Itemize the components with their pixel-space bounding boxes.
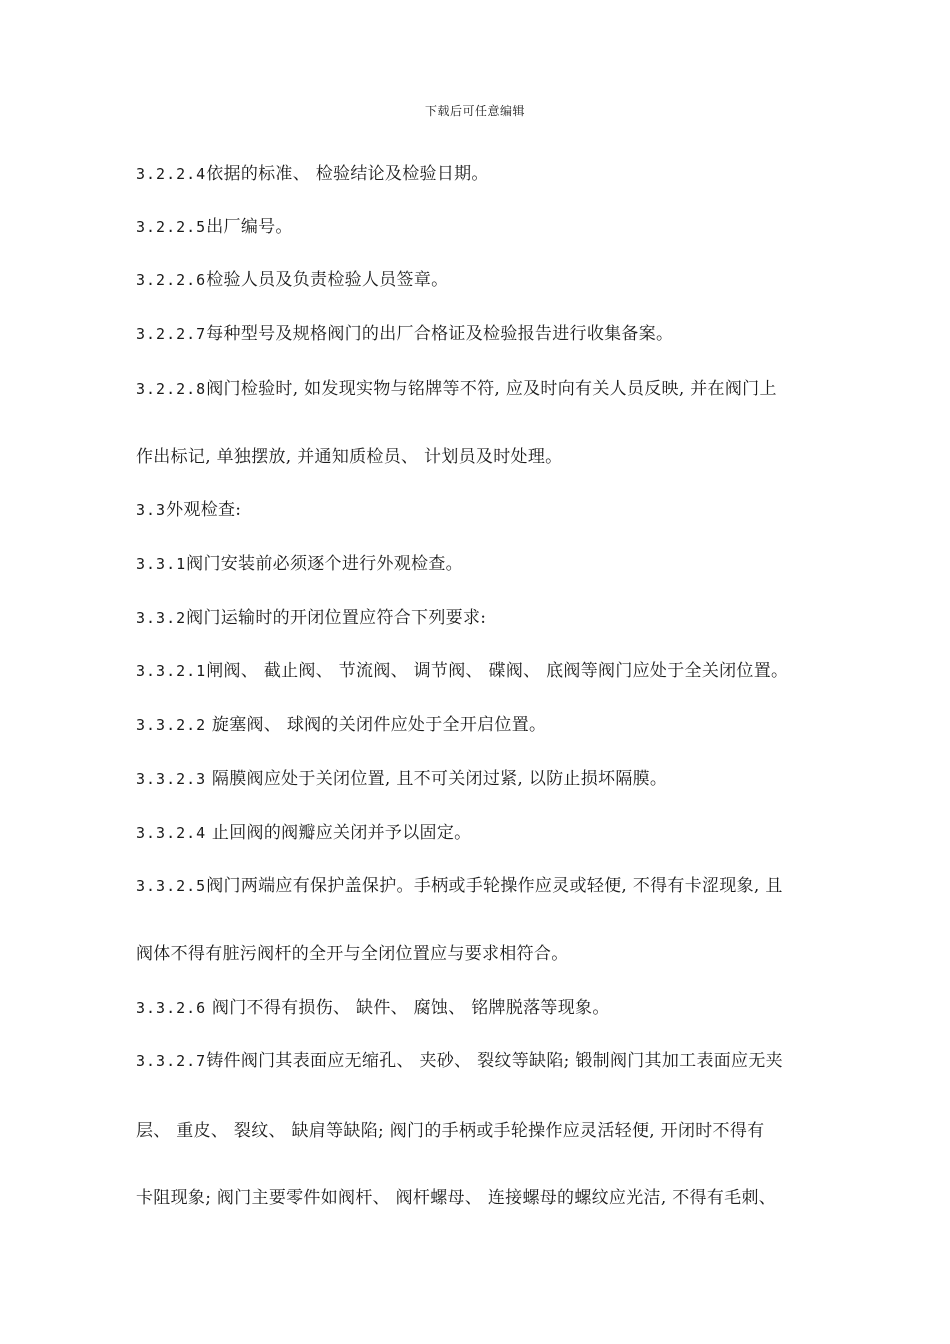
- paragraph-line: [136, 606, 876, 630]
- paragraph-line: [136, 322, 876, 346]
- paragraph-line: [136, 1049, 876, 1073]
- clause-number: 3.3.2.2: [136, 716, 207, 734]
- line-text: 铸件阀门其表面应无缩孔、 夹砂、 裂纹等缺陷; 锻制阀门其加工表面应无夹: [206, 1051, 783, 1071]
- section-heading: [136, 498, 876, 522]
- paragraph-line: [136, 162, 876, 186]
- line-text: 闸阀、 截止阀、 节流阀、 调节阀、 碟阀、 底阀等阀门应处于全关闭位置。: [206, 661, 789, 681]
- clause-number: 3.3.2.7: [136, 1052, 207, 1070]
- clause-number: 3.2.2.7: [136, 325, 207, 343]
- clause-number: 3.3.2.3: [136, 770, 207, 788]
- paragraph-line: [136, 552, 876, 576]
- line-text: 卡阻现象; 阀门主要零件如阀杆、 阀杆螺母、 连接螺母的螺纹应光洁, 不得有毛刺、: [136, 1188, 777, 1208]
- line-text: 隔膜阀应处于关闭位置, 且不可关闭过紧, 以防止损坏隔膜。: [206, 769, 668, 789]
- clause-number: 3.3.1: [136, 555, 187, 573]
- clause-number: 3.2.2.4: [136, 165, 207, 183]
- clause-number: 3.2.2.5: [136, 218, 207, 236]
- line-text: 阀门安装前必须逐个进行外观检查。: [186, 554, 463, 574]
- clause-number: 3.3.2.5: [136, 877, 207, 895]
- clause-number: 3.3: [136, 501, 167, 519]
- paragraph-line: [136, 821, 876, 845]
- line-text: 止回阀的阀瓣应关闭并予以固定。: [206, 823, 472, 843]
- line-text: 阀体不得有脏污阀杆的全开与全闭位置应与要求相符合。: [136, 944, 569, 964]
- paragraph-line: [136, 996, 876, 1020]
- line-text: 每种型号及规格阀门的出厂合格证及检验报告进行收集备案。: [206, 324, 674, 344]
- clause-number: 3.2.2.6: [136, 271, 207, 289]
- paragraph-line: [136, 874, 876, 898]
- paragraph-line-continuation: [136, 1186, 876, 1210]
- paragraph-line-continuation: [136, 445, 876, 469]
- line-text: 阀门不得有损伤、 缺件、 腐蚀、 铭牌脱落等现象。: [206, 998, 610, 1018]
- paragraph-line: [136, 659, 876, 683]
- clause-number: 3.3.2.1: [136, 662, 207, 680]
- line-text: 层、 重皮、 裂纹、 缺肩等缺陷; 阀门的手柄或手轮操作应灵活轻便, 开闭时不得有: [136, 1121, 765, 1141]
- line-text: 阀门两端应有保护盖保护。手柄或手轮操作应灵或轻便, 不得有卡涩现象, 且: [206, 876, 783, 896]
- paragraph-line-continuation: [136, 1119, 876, 1143]
- paragraph-line: [136, 713, 876, 737]
- line-text: 作出标记, 单独摆放, 并通知质检员、 计划员及时处理。: [136, 447, 563, 467]
- line-text: 外观检查:: [166, 500, 242, 520]
- line-text: 阀门运输时的开闭位置应符合下列要求:: [186, 608, 487, 628]
- line-text: 出厂编号。: [206, 217, 293, 237]
- paragraph-line: [136, 215, 876, 239]
- clause-number: 3.3.2.4: [136, 824, 207, 842]
- clause-number: 3.3.2.6: [136, 999, 207, 1017]
- line-text: 检验人员及负责检验人员签章。: [206, 270, 449, 290]
- paragraph-line-continuation: [136, 942, 876, 966]
- clause-number: 3.3.2: [136, 609, 187, 627]
- line-text: 阀门检验时, 如发现实物与铭牌等不符, 应及时向有关人员反映, 并在阀门上: [206, 379, 777, 399]
- paragraph-line: [136, 377, 876, 401]
- paragraph-line: [136, 268, 876, 292]
- line-text: 旋塞阀、 球阀的关闭件应处于全开启位置。: [206, 715, 547, 735]
- line-text: 依据的标准、 检验结论及检验日期。: [206, 164, 489, 184]
- page-header: 下载后可任意编辑: [424, 104, 525, 118]
- clause-number: 3.2.2.8: [136, 380, 207, 398]
- paragraph-line: [136, 767, 876, 791]
